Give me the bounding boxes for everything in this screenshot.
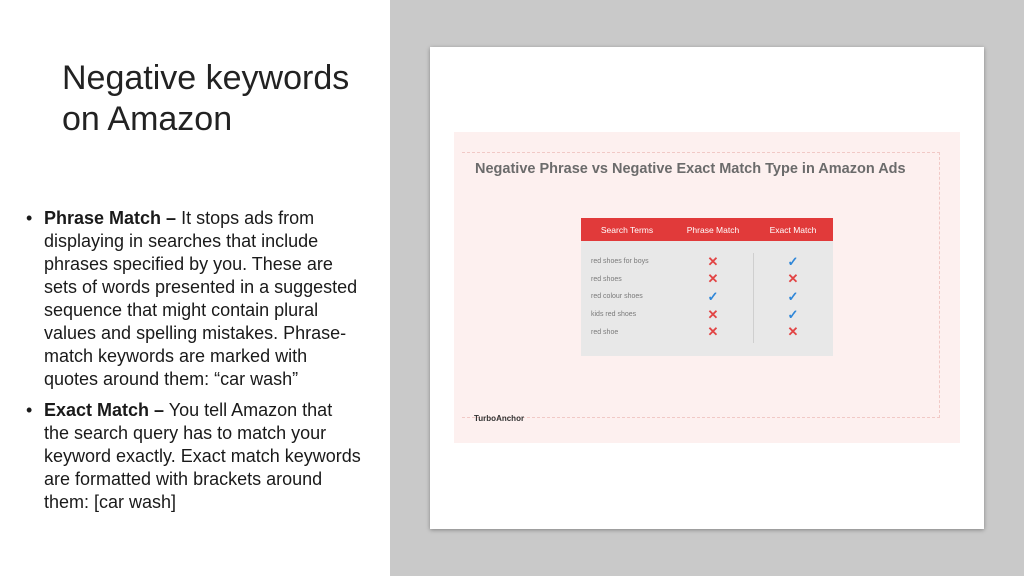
phrase-result-icon: ✓	[707, 288, 719, 304]
table-row	[581, 253, 833, 271]
image-card	[430, 47, 984, 529]
bullet-lead: Exact Match –	[44, 400, 165, 420]
phrase-result-icon: ✕	[707, 271, 719, 287]
exact-result-icon: ✓	[787, 288, 799, 304]
bullet-dot-icon: •	[26, 208, 33, 228]
search-term: red shoes	[591, 275, 622, 283]
image-panel	[390, 0, 1024, 576]
table-row	[581, 306, 833, 324]
table-header	[581, 218, 833, 241]
bullet-phrase-match	[22, 207, 362, 391]
exact-result-icon: ✓	[787, 253, 799, 269]
table-row	[581, 271, 833, 289]
header-search-terms: Search Terms	[600, 224, 654, 235]
table-row	[581, 323, 833, 341]
table-row	[581, 288, 833, 306]
header-exact-match: Exact Match	[769, 224, 817, 235]
phrase-result-icon: ✕	[707, 306, 719, 322]
text-panel	[0, 0, 390, 576]
phrase-result-icon: ✕	[707, 253, 719, 269]
search-term: red shoes for boys	[591, 258, 649, 266]
infographic	[454, 132, 960, 443]
brand-logo: TurboAnchor	[474, 414, 525, 423]
exact-result-icon: ✕	[787, 324, 799, 340]
column-divider	[753, 253, 754, 343]
bullet-text: It stops ads from displaying in searches that include phrases specified by you. These are sets of words presented in a suggested sequence that might contain plural values and spelling mistakes. Phrase-match keywords are marked with quotes around them: “car wash”	[44, 208, 358, 389]
search-term: red colour shoes	[591, 293, 643, 301]
infographic-title: Negative Phrase vs Negative Exact Match Type in Amazon Ads	[475, 161, 906, 177]
header-phrase-match: Phrase Match	[686, 224, 740, 235]
search-term: red shoe	[591, 328, 619, 336]
table-body	[581, 241, 833, 341]
bullet-dot-icon: •	[26, 400, 33, 420]
bullet-exact-match	[22, 399, 362, 514]
slide-title: Negative keywords on Amazon	[62, 59, 350, 138]
match-type-table	[581, 218, 833, 356]
search-term: kids red shoes	[591, 311, 637, 319]
phrase-result-icon: ✕	[707, 324, 719, 340]
exact-result-icon: ✕	[787, 271, 799, 287]
bullet-lead: Phrase Match –	[44, 208, 177, 228]
bullet-list	[22, 207, 362, 514]
bullet-text: You tell Amazon that the search query has to match your keyword exactly. Exact match keywords are formatted with brackets around them: [car wash]	[44, 400, 361, 512]
exact-result-icon: ✓	[787, 306, 799, 322]
